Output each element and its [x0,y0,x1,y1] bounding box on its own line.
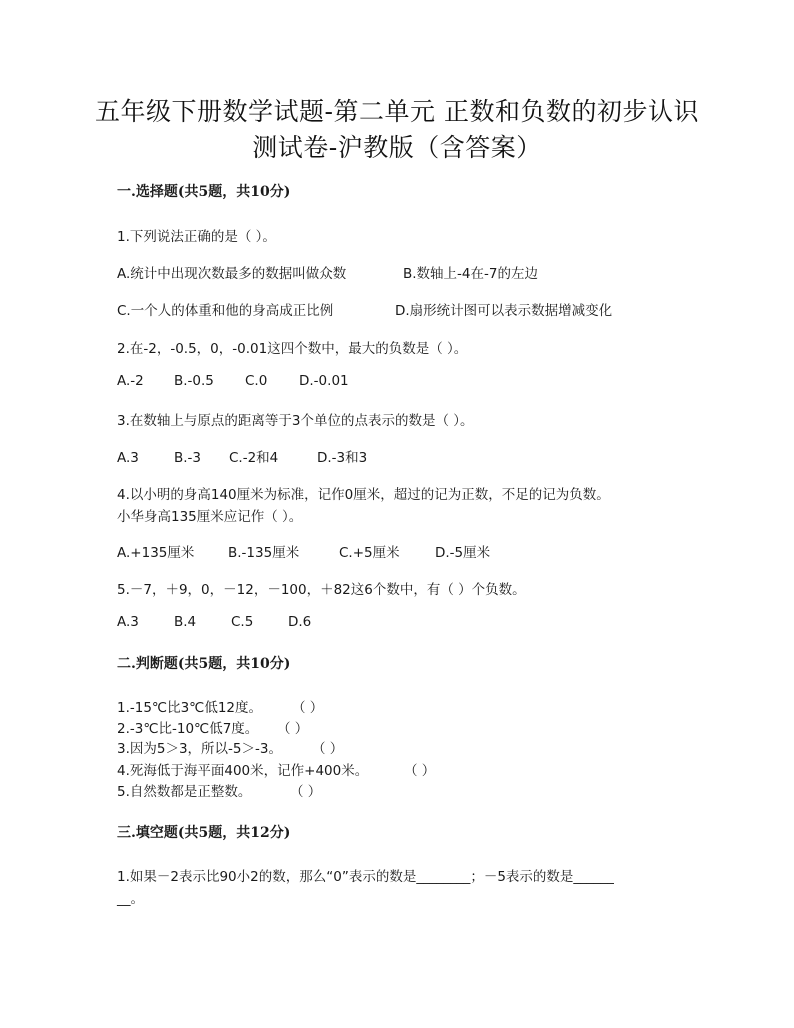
section-heading-judgement: 二.判断题(共5题，共10分) [117,656,291,672]
option-d: D.-3和3 [317,450,368,466]
judgement-text: 4.死海低于海平面400米，记作+400米。 [117,763,369,779]
question-5-stem: 5.－7，＋9，0，－12，－100，＋82这6个数中，有（ ）个负数。 [117,582,526,598]
option-c: C.5 [231,614,254,630]
section-heading-fill-blank: 三.填空题(共5题，共12分) [117,825,291,841]
judgement-item-1 [117,696,323,716]
judgement-item-5 [117,780,321,800]
option-d: D.扇形统计图可以表示数据增减变化 [395,303,613,319]
page-title-line1: 五年级下册数学试题-第二单元 正数和负数的初步认识 [95,97,699,126]
answer-paren: （ ） [292,700,324,716]
option-b: B.-135厘米 [228,545,300,561]
answer-paren: （ ） [277,721,309,737]
question-3-options [117,446,367,466]
option-d: D.-0.01 [299,373,349,389]
question-4-stem-line2: 小华身高135厘米应记作（ ）。 [117,509,303,525]
question-4-options [117,541,490,561]
fill-blank-1-line1: 1.如果－2表示比90小2的数，那么“0”表示的数是________；－5表示的数是______ [117,869,614,885]
judgement-item-2 [117,717,308,737]
option-b: B.数轴上-4在-7的左边 [403,266,538,282]
question-1-options-row1 [117,262,538,282]
option-a: A.统计中出现次数最多的数据叫做众数 [117,266,347,282]
option-b: B.-3 [174,450,202,466]
option-c: C.+5厘米 [339,545,400,561]
option-b: B.-0.5 [174,373,214,389]
judgement-text: 3.因为5＞3，所以-5＞-3。 [117,741,282,757]
judgement-text: 1.-15℃比3℃低12度。 [117,700,263,716]
option-d: D.6 [288,614,312,630]
answer-paren: （ ） [312,741,344,757]
option-a: A.3 [117,614,139,630]
page-title-line2: 测试卷-沪教版（含答案） [252,133,542,162]
section-heading-choice: 一.选择题(共5题，共10分) [117,184,291,200]
question-3-stem: 3.在数轴上与原点的距离等于3个单位的点表示的数是（ ）。 [117,413,474,429]
option-a: A.+135厘米 [117,545,195,561]
option-b: B.4 [174,614,197,630]
question-5-options [117,614,311,630]
judgement-item-3 [117,737,343,757]
option-a: A.3 [117,450,139,466]
question-2-stem: 2.在-2，-0.5，0，-0.01这四个数中，最大的负数是（ ）。 [117,341,468,357]
question-1-options-row2 [117,299,612,319]
question-4-stem-line1: 4.以小明的身高140厘米为标准，记作0厘米，超过的记为正数，不足的记为负数。 [117,487,610,503]
judgement-text: 2.-3℃比-10℃低7度。 [117,721,259,737]
option-c: C.-2和4 [229,450,279,466]
judgement-item-4 [117,759,435,779]
answer-paren: （ ） [404,763,436,779]
option-d: D.-5厘米 [435,545,491,561]
option-c: C.一个人的体重和他的身高成正比例 [117,303,334,319]
question-1-stem: 1.下列说法正确的是（ ）。 [117,229,276,245]
fill-blank-1-line2: __。 [117,891,144,907]
option-a: A.-2 [117,373,144,389]
judgement-text: 5.自然数都是正整数。 [117,784,252,800]
question-2-options [117,373,349,389]
answer-paren: （ ） [290,784,322,800]
option-c: C.0 [245,373,268,389]
